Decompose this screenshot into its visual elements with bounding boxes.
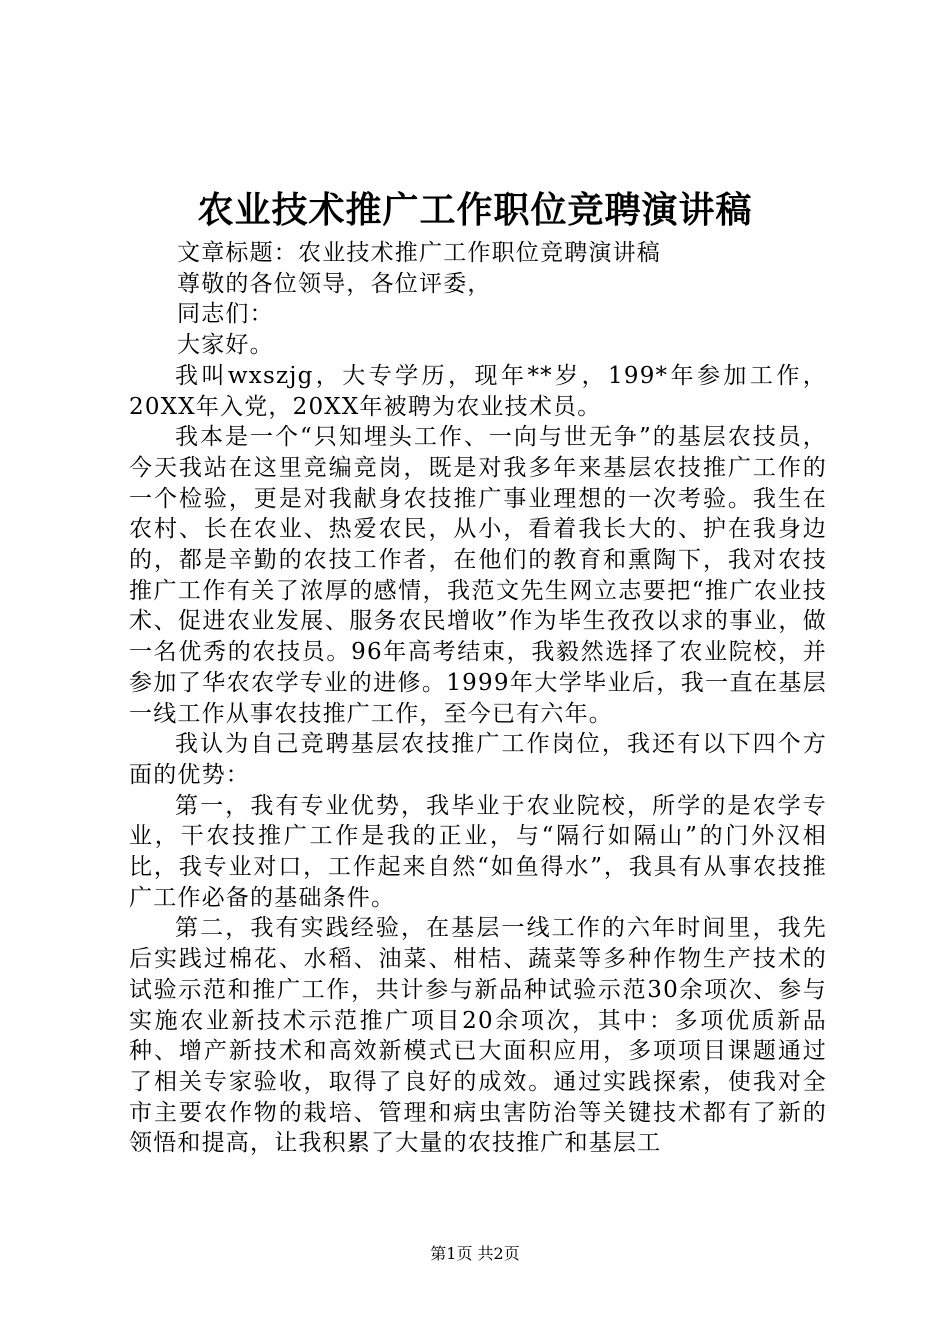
document-title: 农业技术推广工作职位竞聘演讲稿 xyxy=(197,189,753,231)
paragraph-advantage-two: 第二，我有实践经验，在基层一线工作的六年时间里，我先后实践过棉花、水稻、油菜、柑桔、蔬菜等多种作物生产技术的试验示范和推广工作，共计参与新品种试验示范30余项次、参与实施农业新技术示范推广项目20余项次，其中：多项优质新品种、增产新技术和高效新模式已大面积应用，多项项目课题通过了相关专家验收，取得了良好的成效。通过实践探索，使我对全市主要农作物的栽培、管理和病虫害防治等关键技术都有了新的领悟和提高，让我积累了大量的农技推广和基层工 xyxy=(129,915,827,1157)
paragraph-self-introduction: 我叫wxszjg，大专学历，现年**岁，199*年参加工作，20XX年入党，20XX年被聘为农业技术员。 xyxy=(129,362,827,420)
page-footer: 第1页 共2页 xyxy=(430,1244,520,1263)
salutation-comrades-line: 同志们： xyxy=(177,301,274,328)
paragraph-advantage-one: 第一，我有专业优势，我毕业于农业院校，所学的是农学专业，干农技推广工作是我的正业，与“隔行如隔山”的门外汉相比，我专业对口，工作起来自然“如鱼得水”，我具有从事农技推广工作必备的基础条件。 xyxy=(129,792,827,911)
greeting-line: 大家好。 xyxy=(177,332,274,359)
salutation-line: 尊敬的各位领导，各位评委， xyxy=(177,270,492,297)
document-body xyxy=(129,238,827,1159)
paragraph-advantages-intro: 我认为自己竞聘基层农技推广工作岗位，我还有以下四个方面的优势： xyxy=(129,731,827,788)
article-title-line: 文章标题：农业技术推广工作职位竞聘演讲稿 xyxy=(177,240,661,266)
paragraph-background: 我本是一个“只知埋头工作、一向与世无争”的基层农技员，今天我站在这里竞编竞岗，既是对我多年来基层农技推广工作的一个检验，更是对我献身农技推广事业理想的一次考验。我生在农村、长在农业、热爱农民，从小，看着我长大的、护在我身边的，都是辛勤的农技工作者，在他们的教育和熏陶下，我对农技推广工作有关了浓厚的感情，我范文先生网立志要把“推广农业技术、促进农业发展、服务农民增收”作为毕生孜孜以求的事业，做一名优秀的农技员。96年高考结束，我毅然选择了农业院校，并参加了华农农学专业的进修。1999年大学毕业后，我一直在基层一线工作从事农技推广工作，至今已有六年。 xyxy=(129,424,827,727)
